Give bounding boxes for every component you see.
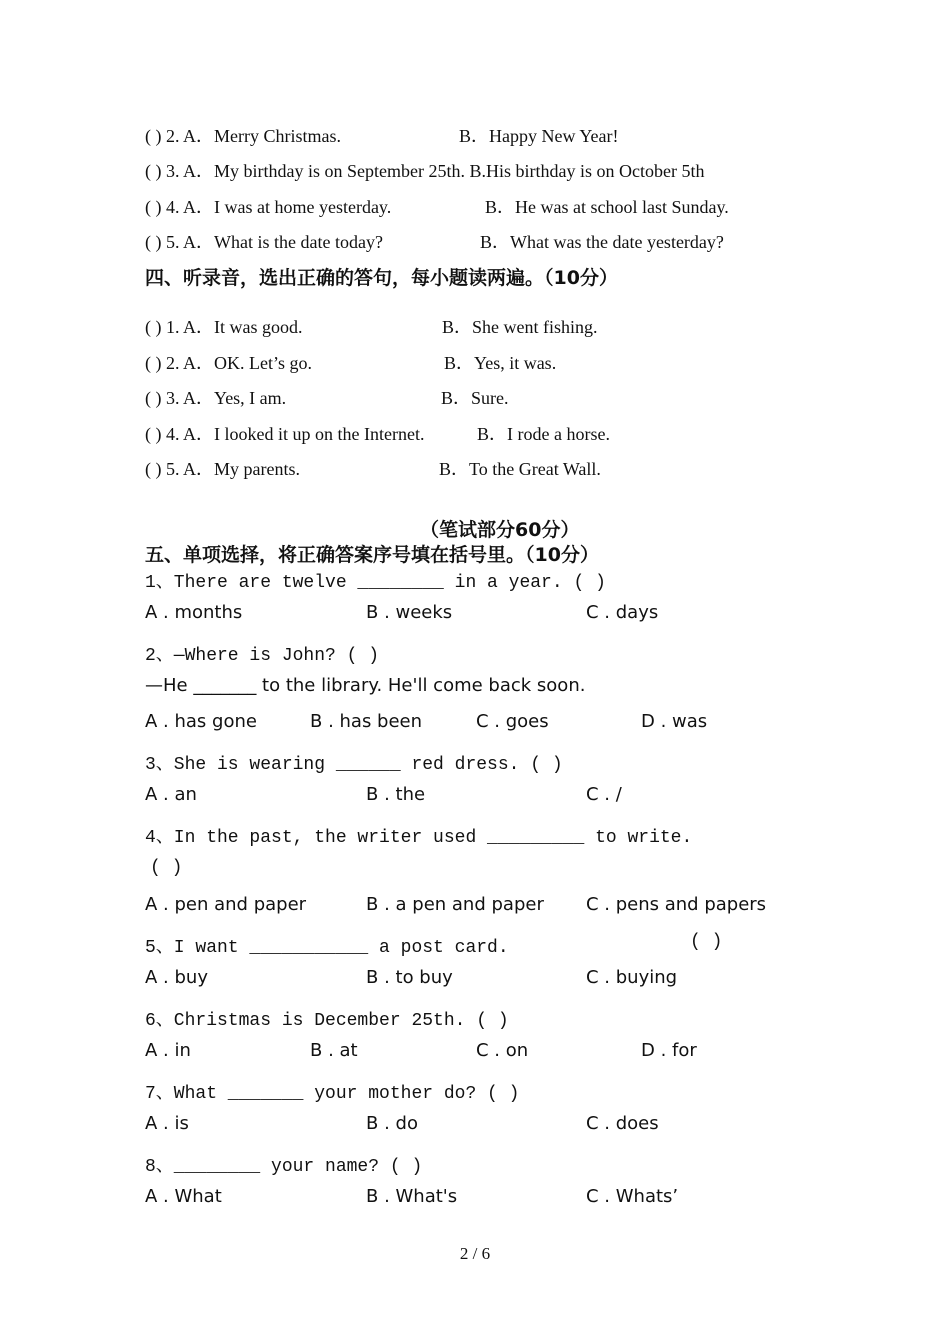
q8-option-b: B . What's: [366, 1186, 458, 1207]
s3-item-4-b: B．He was at school last Sunday.: [485, 197, 729, 217]
s4-item-4-b: B．I rode a horse.: [477, 424, 610, 444]
q4-paren: ( ): [150, 858, 183, 878]
q4-text: 4、In the past, the writer used _________ to write.: [145, 828, 693, 848]
q4-option-a: A . pen and paper: [145, 894, 307, 915]
q5-option-b: B . to buy: [366, 967, 453, 988]
q3-option-c: C . /: [586, 784, 622, 805]
q1-option-b: B . weeks: [366, 602, 453, 623]
s3-item-3-a: ( ) 3. A．My birthday is on September 25th. B.His birthday is on October 5th: [145, 161, 705, 181]
s4-item-4-a: ( ) 4. A．I looked it up on the Internet.: [145, 424, 425, 444]
s4-item-3-a: ( ) 3. A．Yes, I am.: [145, 388, 287, 408]
s3-item-2-a: ( ) 2. A．Merry Christmas.: [145, 126, 341, 146]
q7-option-b: B . do: [366, 1113, 418, 1134]
section4-heading: 四、听录音，选出正确的答句，每小题读两遍。（10分）: [145, 267, 618, 289]
q6-option-a: A . in: [145, 1040, 191, 1061]
q4-option-c: C . pens and papers: [586, 894, 767, 915]
q6-option-d: D . for: [641, 1040, 697, 1061]
written-part-title: （笔试部分60分）: [420, 519, 580, 541]
q5-text: 5、I want ___________ a post card.: [145, 938, 509, 958]
q6-option-c: C . on: [476, 1040, 529, 1061]
q4-option-b: B . a pen and paper: [366, 894, 544, 915]
q2-option-a: A . has gone: [145, 711, 257, 732]
q5-paren: ( ): [690, 932, 723, 952]
s4-item-5-b: B．To the Great Wall.: [439, 459, 601, 479]
s3-item-4-a: ( ) 4. A．I was at home yesterday.: [145, 197, 392, 217]
section5-heading: 五、单项选择，将正确答案序号填在括号里。（10分）: [145, 544, 599, 566]
q2-line2: —He _______ to the library. He'll come back soon.: [145, 675, 586, 696]
s3-item-2-b: B．Happy New Year!: [459, 126, 619, 146]
q1-option-c: C . days: [586, 602, 659, 623]
q8-option-c: C . Whats’: [586, 1186, 679, 1207]
q7-option-c: C . does: [586, 1113, 659, 1134]
s3-item-5-b: B．What was the date yesterday?: [480, 232, 724, 252]
s4-item-2-b: B．Yes, it was.: [444, 353, 557, 373]
s4-item-1-b: B．She went fishing.: [442, 317, 598, 337]
q3-option-b: B . the: [366, 784, 426, 805]
q7-text: 7、What _______ your mother do? ( ): [145, 1084, 520, 1104]
s4-item-5-a: ( ) 5. A．My parents.: [145, 459, 300, 479]
q8-option-a: A . What: [145, 1186, 222, 1207]
q1-text: 1、There are twelve ________ in a year. ( ): [145, 573, 606, 593]
s4-item-1-a: ( ) 1. A．It was good.: [145, 317, 303, 337]
q2-option-b: B . has been: [310, 711, 423, 732]
q7-option-a: A . is: [145, 1113, 189, 1134]
q3-option-a: A . an: [145, 784, 197, 805]
s4-item-2-a: ( ) 2. A．OK. Let’s go.: [145, 353, 312, 373]
q2-text: 2、—Where is John? ( ): [145, 646, 380, 666]
s3-item-5-a: ( ) 5. A．What is the date today?: [145, 232, 383, 252]
q6-option-b: B . at: [310, 1040, 358, 1061]
s4-item-3-b: B．Sure.: [441, 388, 509, 408]
q3-text: 3、She is wearing ______ red dress. ( ): [145, 755, 563, 775]
q6-text: 6、Christmas is December 25th. ( ): [145, 1011, 509, 1031]
q8-text: 8、________ your name? ( ): [145, 1157, 423, 1177]
q1-option-a: A . months: [145, 602, 243, 623]
q5-option-a: A . buy: [145, 967, 208, 988]
page-number: 2 / 6: [459, 1244, 491, 1263]
q2-option-c: C . goes: [476, 711, 549, 732]
q2-option-d: D . was: [641, 711, 708, 732]
q5-option-c: C . buying: [586, 967, 678, 988]
